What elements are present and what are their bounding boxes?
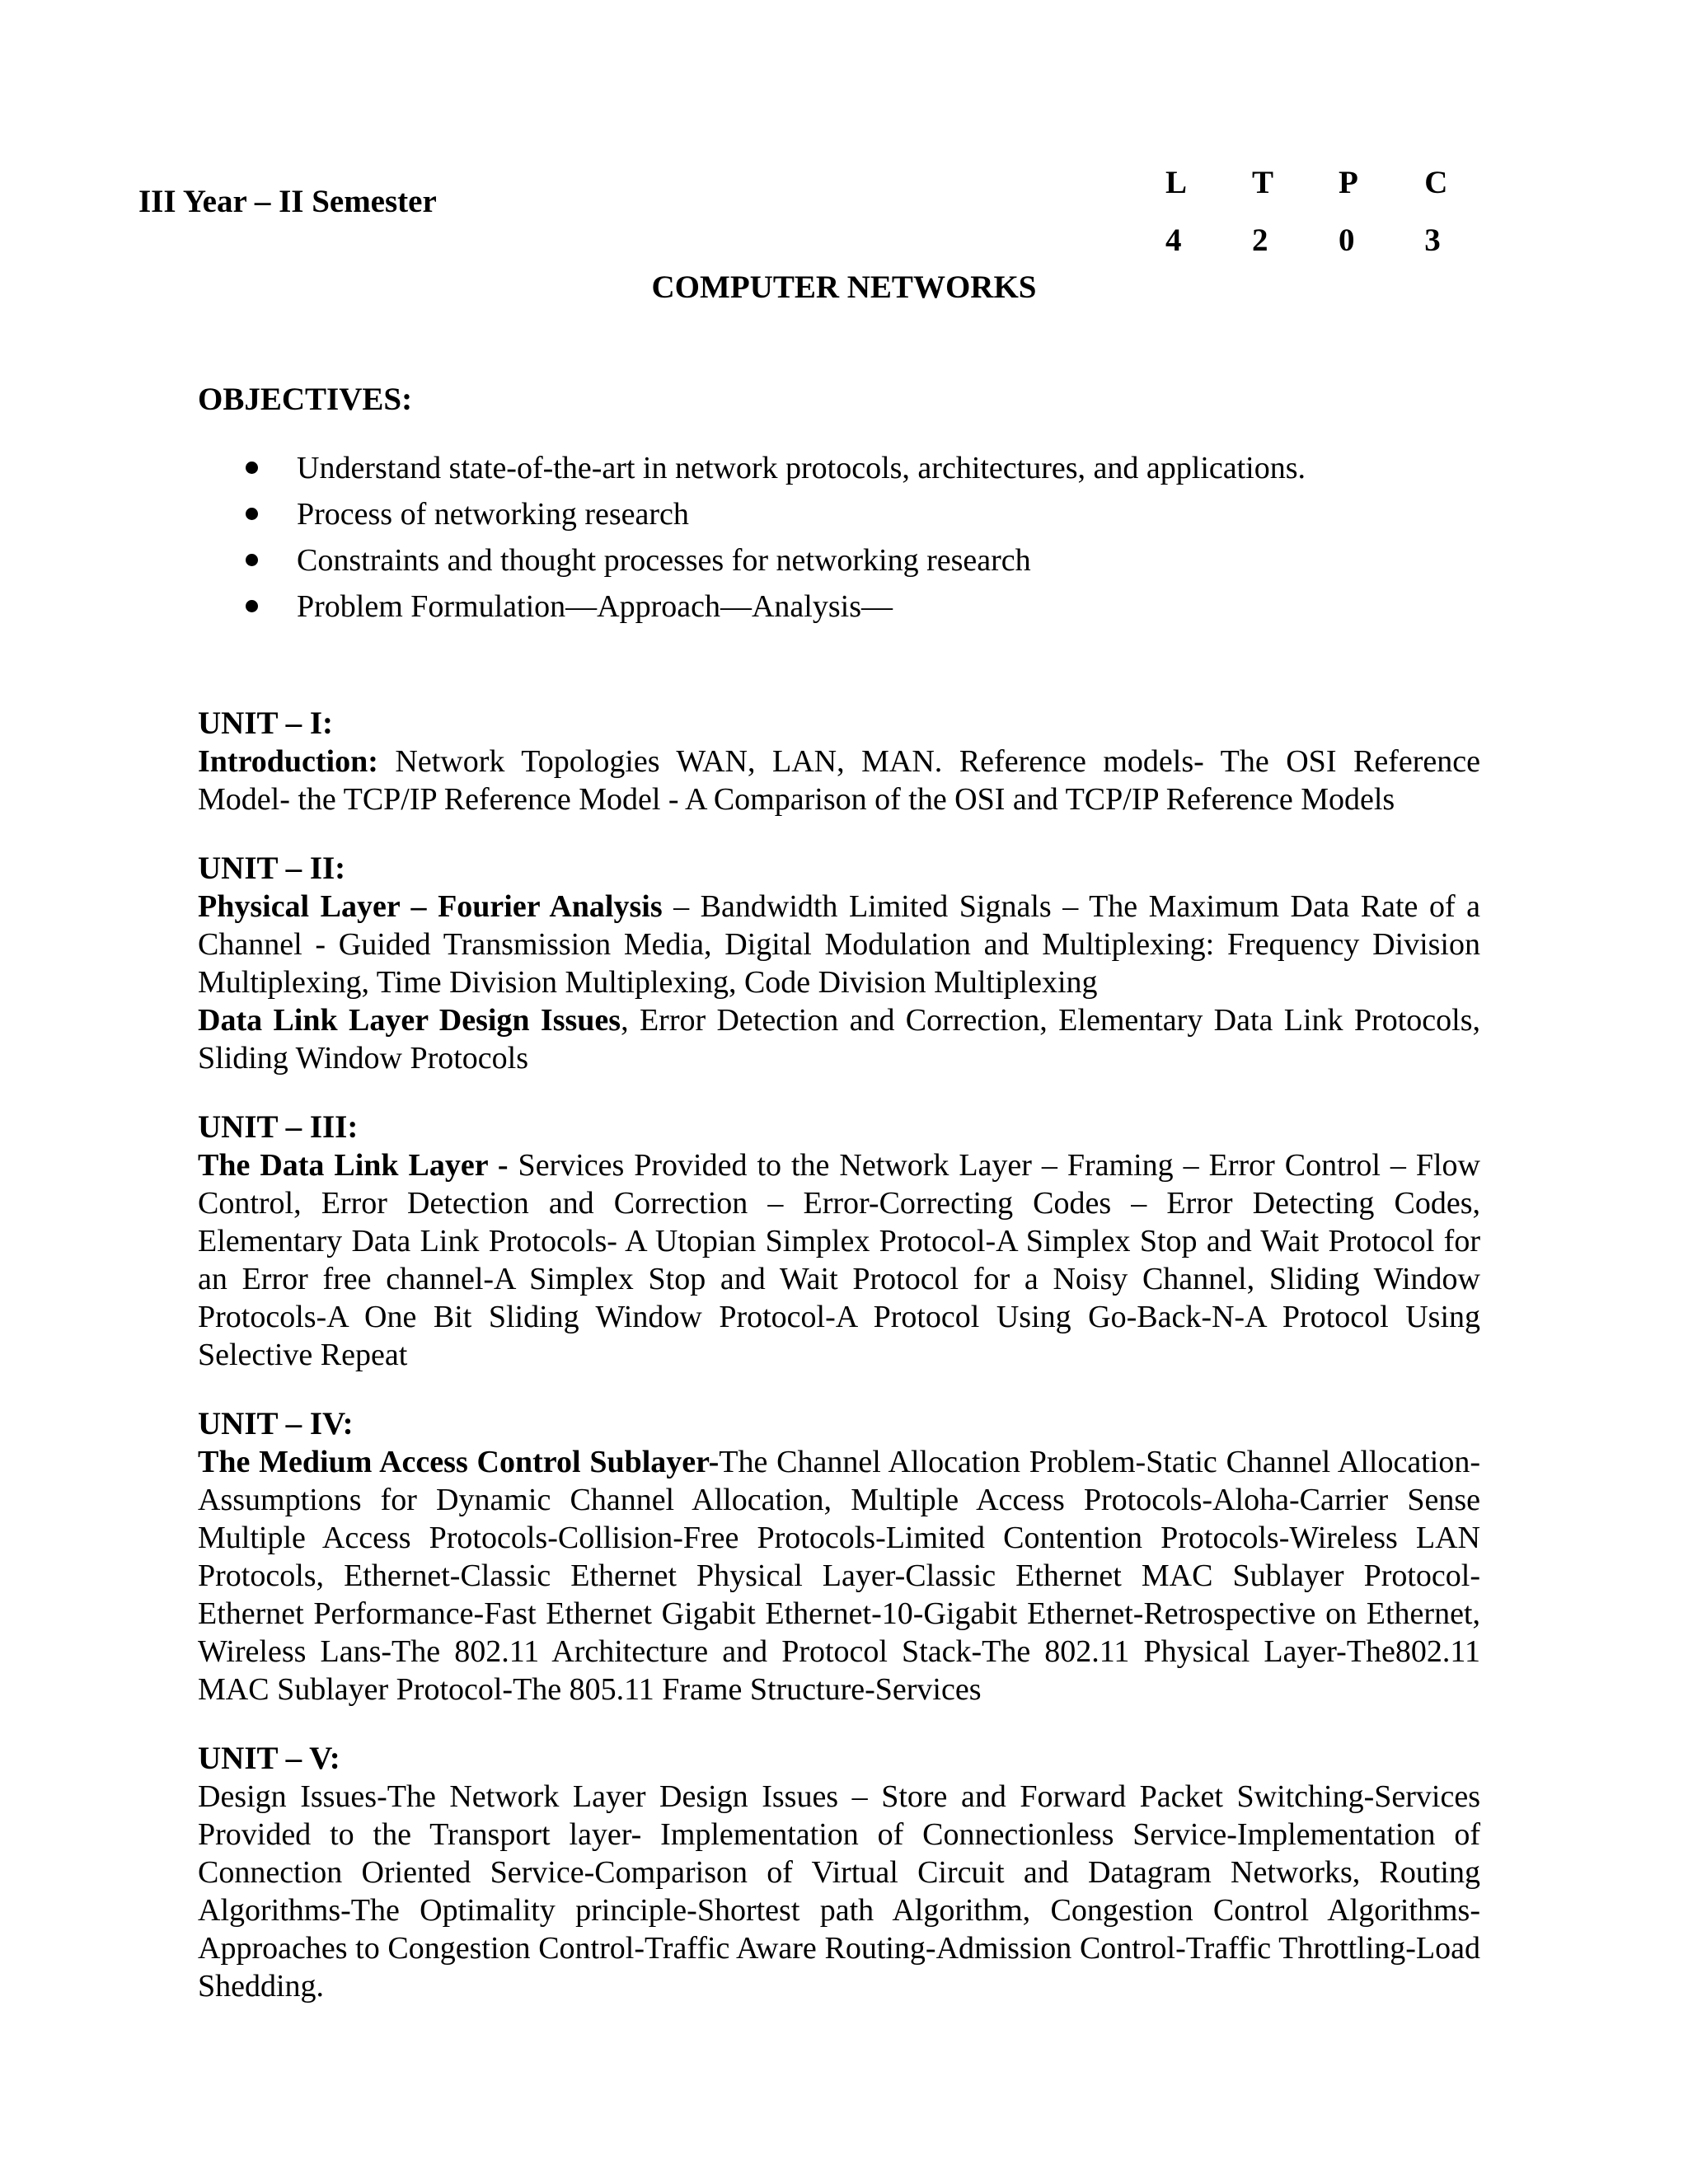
topic-text: The Channel Allocation Problem-Static Channel Allocation-Assumptions for Dynamic Channel Allocation, Multiple Access Protocols-Aloha-Carrier Sense Multiple Access Protocols-Collision-Free Protocols-Limited Contention Protocols-Wireless LAN Protocols, Ethernet-Classic Ethernet Physical Layer-Classic Ethernet MAC Sublayer Protocol-Ethernet Performance-Fast Ethernet Gigabit Ethernet-10-Gigabit Ethernet-Retrospective on Ethernet, Wireless Lans-The 802.11 Architecture and Protocol Stack-The 802.11 Physical Layer-The802.11 MAC Sublayer Protocol-The 805.11 Frame Structure-Services <box>198 1445 1480 1707</box>
ltpc-header-c: C <box>1424 164 1448 200</box>
topic-title: The Medium Access Control Sublayer- <box>198 1445 720 1479</box>
unit-description <box>198 1001 1480 1077</box>
unit-2 <box>198 850 1480 1077</box>
list-item: Constraints and thought processes for networking research <box>239 537 1558 583</box>
topic-title: Introduction: <box>198 744 378 779</box>
unit-heading: UNIT – I: <box>198 705 333 741</box>
unit-heading: UNIT – V: <box>198 1741 340 1776</box>
ltpc-value-c: 3 <box>1424 222 1441 258</box>
objectives-list <box>239 445 1558 630</box>
semester-label: III Year – II Semester <box>138 184 437 219</box>
topic-text: Network Topologies WAN, LAN, MAN. Reference models- The OSI Reference Model- the TCP/IP Reference Model - A Comparison of the OSI and TCP/IP Reference Models <box>198 744 1480 817</box>
ltpc-header-t: T <box>1252 164 1274 200</box>
bullet-icon <box>246 462 258 474</box>
topic-text: Services Provided to the Network Layer – Framing – Error Control – Flow Control, Error Detection and Correction – Error-Correcting Codes – Error Detecting Codes, Elementary Data Link Protocols- A Utopian Simplex Protocol-A Simplex Stop and Wait Protocol for an Error free channel-A Simplex Stop and Wait Protocol for a Noisy Channel, Sliding Window Protocols-A One Bit Sliding Window Protocol-A Protocol Using Go-Back-N-A Protocol Using Selective Repeat <box>198 1148 1480 1372</box>
unit-description <box>198 1146 1480 1374</box>
ltpc-header-row <box>1154 153 1500 211</box>
topic-text: , Error Detection and Correction, Elementary Data Link Protocols, Sliding Window Protocols <box>198 1003 1480 1076</box>
list-item: Process of networking research <box>239 491 1558 537</box>
unit-description <box>198 888 1480 1001</box>
unit-3 <box>198 1108 1480 1374</box>
ltpc-value-t: 2 <box>1252 222 1268 258</box>
ltpc-value-p: 0 <box>1339 222 1355 258</box>
unit-description <box>198 743 1480 818</box>
bullet-icon <box>246 508 258 520</box>
objectives-heading: OBJECTIVES: <box>198 382 413 417</box>
topic-title: The Data Link Layer - <box>198 1148 509 1183</box>
syllabus-units <box>198 705 1480 2036</box>
topic-title: Physical Layer – Fourier Analysis <box>198 889 663 924</box>
topic-title: Data Link Layer Design Issues <box>198 1003 621 1038</box>
unit-heading: UNIT – II: <box>198 851 346 886</box>
unit-description: Design Issues-The Network Layer Design Issues – Store and Forward Packet Switching-Services Provided to the Transport layer- Implementation of Connectionless Service-Implementation of Connection Oriented Service-Comparison of Virtual Circuit and Datagram Networks, Routing Algorithms-The Optimality principle-Shortest path Algorithm, Congestion Control Algorithms-Approaches to Congestion Control-Traffic Aware Routing-Admission Control-Traffic Throttling-Load Shedding. <box>198 1779 1480 2004</box>
unit-heading: UNIT – III: <box>198 1109 359 1145</box>
unit-description <box>198 1443 1480 1708</box>
ltpc-value-l: 4 <box>1165 222 1182 258</box>
unit-heading: UNIT – IV: <box>198 1406 354 1441</box>
unit-5 <box>198 1740 1480 2005</box>
ltpc-header-l: L <box>1165 164 1188 200</box>
bullet-icon <box>246 600 258 612</box>
ltpc-credit-table <box>1154 153 1500 269</box>
unit-4 <box>198 1405 1480 1708</box>
ltpc-value-row <box>1154 211 1500 269</box>
bullet-icon <box>246 554 258 566</box>
unit-1 <box>198 705 1480 818</box>
course-title: COMPUTER NETWORKS <box>651 269 1037 305</box>
list-item: Problem Formulation—Approach—Analysis— <box>239 583 1558 630</box>
list-item: Understand state-of-the-art in network protocols, architectures, and applications. <box>239 445 1558 491</box>
topic-text: – Bandwidth Limited Signals – The Maximum Data Rate of a Channel - Guided Transmission Media, Digital Modulation and Multiplexing: Frequency Division Multiplexing, Time Division Multiplexing, Code Division Multiplexing <box>198 889 1480 1000</box>
ltpc-header-p: P <box>1339 164 1358 200</box>
